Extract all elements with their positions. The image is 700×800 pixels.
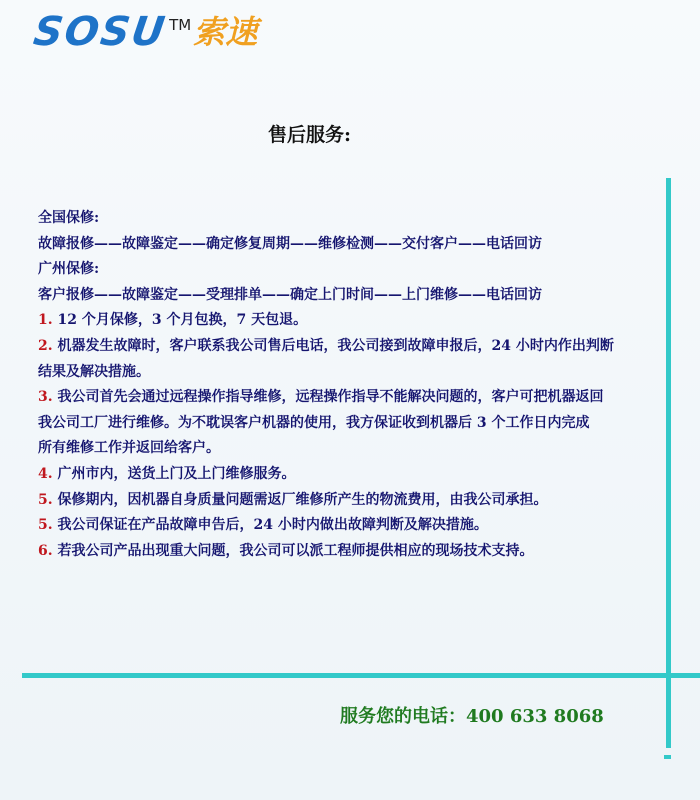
item-text-cont: 我公司工厂进行维修。为不耽误客户机器的使用，我方保证收到机器后 3 个工作日内完成	[38, 414, 590, 431]
service-content	[38, 206, 668, 564]
item-text-cont: 所有维修工作并返回给客户。	[38, 440, 220, 457]
list-item	[38, 488, 668, 514]
national-heading: 全国保修:	[38, 210, 100, 226]
list-item	[38, 513, 668, 539]
item-text: 我公司首先会通过远程操作指导维修，远程操作指导不能解决问题的，客户可把机器返回	[57, 389, 604, 406]
item-number: 4.	[38, 465, 53, 482]
item-text: 保修期内，因机器自身质量问题需返厂维修所产生的物流费用，由我公司承担。	[57, 491, 548, 508]
list-item	[38, 385, 668, 462]
page-title: 售后服务:	[268, 124, 352, 146]
guangzhou-flow: 客户报修——故障鉴定——受理排单——确定上门时间——上门维修——电话回访	[38, 286, 542, 303]
item-number: 6.	[38, 542, 53, 559]
item-number: 5.	[38, 517, 53, 534]
item-number: 2.	[38, 337, 53, 354]
logo-chinese: 索速	[193, 13, 258, 51]
item-text: 广州市内，送货上门及上门维修服务。	[57, 465, 296, 482]
guangzhou-heading: 广州保修:	[38, 261, 100, 278]
item-text: 12 个月保修，3 个月包换，7 天包退。	[57, 312, 308, 329]
item-number: 3.	[38, 389, 53, 406]
national-flow: 故障报修——故障鉴定——确定修复周期——维修检测——交付客户——电话回访	[38, 235, 542, 252]
horizontal-divider	[22, 673, 700, 678]
service-phone: 服务您的电话：400 633 8068	[340, 706, 604, 727]
logo-wordmark: SOSU	[30, 9, 170, 55]
item-text: 机器发生故障时，客户联系我公司售后电话，我公司接到故障申报后，24 小时内作出判断	[57, 337, 614, 354]
item-text-cont: 结果及解决措施。	[38, 363, 150, 380]
item-text: 若我公司产品出现重大问题，我公司可以派工程师提供相应的现场技术支持。	[57, 542, 534, 559]
list-item	[38, 539, 668, 565]
list-item	[38, 308, 668, 334]
item-text: 我公司保证在产品故障申告后，24 小时内做出故障判断及解决措施。	[57, 517, 488, 534]
sosu-logo	[30, 9, 258, 60]
list-item	[38, 334, 668, 385]
list-item	[38, 462, 668, 488]
item-number: 5.	[38, 491, 53, 508]
item-number: 1.	[38, 312, 53, 329]
logo-trademark: TM	[169, 16, 192, 34]
divider-end-mark	[664, 755, 671, 759]
